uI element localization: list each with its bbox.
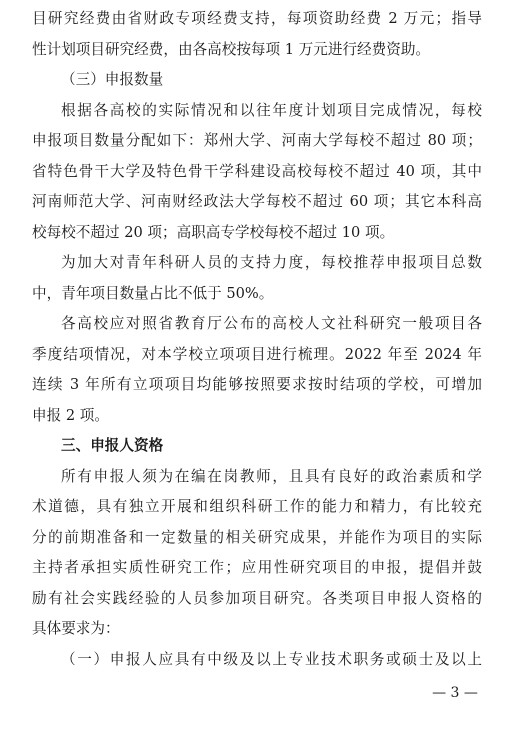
paragraph-line: 励有社会实践经验的人员参加项目研究。各类项目申报人资格的	[32, 589, 482, 607]
paragraph-line: 申报 2 项。	[32, 406, 109, 424]
paragraph-line: 中，青年项目数量占比不低于 50%。	[32, 284, 274, 302]
paragraph-line: 目研究经费由省财政专项经费支持，每项资助经费 2 万元；指导	[32, 10, 482, 27]
paragraph-line: 分的前期准备和一定数量的相关研究成果，并能作为项目的实际	[32, 528, 482, 546]
paragraph-line: 主持者承担实质性研究工作；应用性研究项目的申报，提倡并鼓	[32, 559, 482, 576]
paragraph-line: 校每校不超过 20 项；高职高专学校每校不超过 10 项。	[32, 223, 395, 241]
paragraph-line: （一）申报人应具有中级及以上专业技术职务或硕士及以上	[61, 650, 482, 668]
paragraph-line: 性计划项目研究经费，由各高校按每项 1 万元进行经费资助。	[32, 40, 431, 58]
paragraph-line: 季度结项情况，对本学校立项项目进行梳理。2022 年至 2024 年	[32, 345, 482, 363]
paragraph-line: 河南师范大学、河南财经政法大学每校不超过 60 项；其它本科高	[32, 193, 482, 210]
paragraph-line: 术道德，具有独立开展和组织科研工作的能力和精力，有比较充	[32, 498, 482, 515]
paragraph-line: 连续 3 年所有立项项目均能够按照要求按时结项的学校，可增加	[32, 376, 482, 393]
section-heading: 三、申报人资格	[61, 437, 164, 454]
paragraph-line: 为加大对青年科研人员的支持力度，每校推荐申报项目总数	[61, 254, 482, 271]
page-number: — 3 —	[432, 685, 478, 701]
paragraph-line: 申报项目数量分配如下：郑州大学、河南大学每校不超过 80 项；	[32, 132, 482, 149]
document-body	[32, 4, 482, 675]
paragraph-line: 根据各高校的实际情况和以往年度计划项目完成情况，每校	[61, 101, 482, 119]
paragraph-line: 各高校应对照省教育厅公布的高校人文社科研究一般项目各	[61, 315, 482, 332]
paragraph-line: 所有申报人须为在编在岗教师，且具有良好的政治素质和学	[61, 467, 482, 485]
paragraph-line: 具体要求为：	[32, 620, 120, 637]
subsection-heading: （三）申报数量	[61, 71, 164, 88]
paragraph-line: 省特色骨干大学及特色骨干学科建设高校每校不超过 40 项，其中	[32, 162, 482, 180]
